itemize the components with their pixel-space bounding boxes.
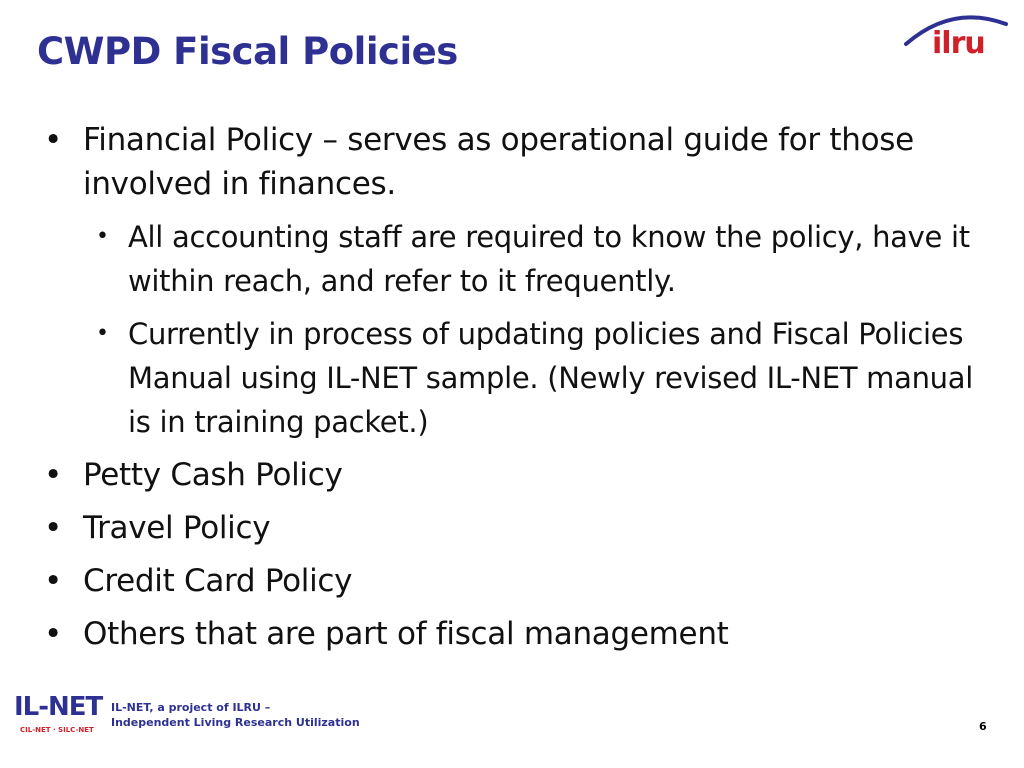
list-item-text: Petty Cash Policy	[83, 457, 343, 493]
list-item-text: Others that are part of fiscal management	[83, 616, 729, 652]
list-item	[44, 559, 1004, 603]
list-item	[44, 118, 1004, 444]
il-net-logo-subtitle: CIL-NET · SILC-NET	[20, 726, 94, 734]
bullet-icon: •	[44, 122, 62, 158]
bullet-icon: •	[44, 616, 62, 652]
sub-list-item	[96, 312, 1004, 444]
list-item-text: Travel Policy	[83, 510, 271, 546]
bullet-icon: •	[44, 457, 62, 493]
list-item	[44, 453, 1004, 497]
footer-tagline-2: Independent Living Research Utilization	[111, 716, 360, 729]
sub-list	[96, 215, 1004, 444]
slide-title: CWPD Fiscal Policies	[37, 30, 458, 73]
il-net-logo: IL-NET	[14, 692, 103, 722]
bullet-icon: •	[96, 321, 109, 346]
sub-list-item-text: Currently in process of updating policies and Fiscal Policies Manual using IL-NET sample. (Newly revised IL-NET manual is in training packet.)	[128, 317, 973, 439]
footer-logo	[14, 692, 360, 742]
list-item-text: Credit Card Policy	[83, 563, 353, 599]
bullet-icon: •	[44, 510, 62, 546]
list-item	[44, 612, 1004, 656]
sub-list-item-text: All accounting staff are required to know the policy, have it within reach, and refer to it frequently.	[128, 220, 970, 298]
ilru-logo	[902, 8, 1010, 68]
footer-tagline-1: IL-NET, a project of ILRU –	[111, 701, 271, 714]
page-number: 6	[979, 720, 987, 733]
sub-list-item	[96, 215, 1004, 303]
list-item	[44, 506, 1004, 550]
bullet-list	[44, 118, 1004, 665]
list-item-text: Financial Policy – serves as operational guide for those involved in finances.	[83, 122, 914, 202]
bullet-icon: •	[96, 224, 109, 249]
bullet-icon: •	[44, 563, 62, 599]
ilru-logo-text: ilru	[932, 26, 985, 61]
